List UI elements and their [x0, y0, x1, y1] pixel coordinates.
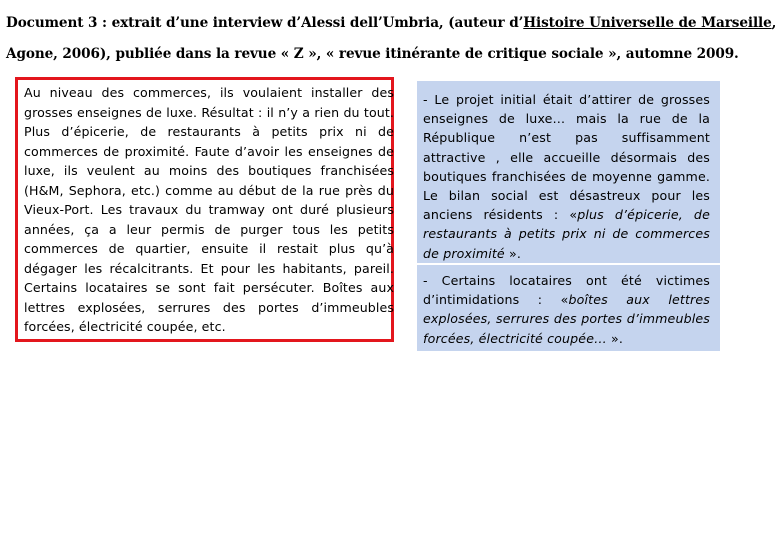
- header-line-2: Agone, 2006), publiée dans la revue « Z », « revue itinérante de critique sociale », automne 2009.: [6, 46, 739, 62]
- analysis-point-2-end: ».: [606, 330, 624, 346]
- header-prefix: Document 3 : extrait d’une interview d’Alessi dell’Umbria, (auteur d’: [6, 15, 524, 31]
- analysis-point-1-end: ».: [504, 245, 521, 261]
- analysis-point-2-text: - Certains locataires ont été victimes d’intimidations : «: [423, 273, 710, 308]
- analysis-point-2-quote: boîtes aux lettres explosées, serrures des portes d’immeubles forcées, électricité coupée…: [423, 292, 710, 346]
- document-header: [6, 8, 776, 70]
- analysis-point-1-text: - Le projet initial était d’attirer de grosses enseignes de luxe… mais la rue de la République n’est pas suffisamment attractive , elle accueille désormais des boutiques franchisées de moyenne gamme. Le bilan social est désastreux pour les anciens résidents : «: [423, 92, 710, 223]
- analysis-point-2: [417, 265, 720, 351]
- book-title: Histoire Universelle de Marseille: [523, 15, 772, 31]
- header-line-1: [6, 8, 776, 39]
- interview-excerpt: Au niveau des commerces, ils voulaient installer des grosses enseignes de luxe. Résultat : il n’y a rien du tout. Plus d’épicerie, de restaurants à petits prix ni de commerces de proximité. Faute d’avoir les enseignes de luxe, ils veulent au moins des boutiques franchisées (H&M, Sephora, etc.) comme au début de la rue près du Vieux-Port. Les travaux du tramway ont duré plusieurs années, ça a leur permis de purger tous les petits commerces de quartier, ensuite il restait plus qu’à dégager les récalcitrants. Et pour les habitants, pareil. Certains locataires se sont fait persécuter. Boîtes aux lettres explosées, serrures des portes d’immeubles forcées, électricité coupée, etc.: [24, 85, 394, 334]
- analysis-point-1: [417, 81, 720, 263]
- header-suffix: ,: [771, 15, 776, 31]
- analysis-point-1-quote: plus d’épicerie, de restaurants à petits prix ni de commerces de proximité: [423, 207, 710, 261]
